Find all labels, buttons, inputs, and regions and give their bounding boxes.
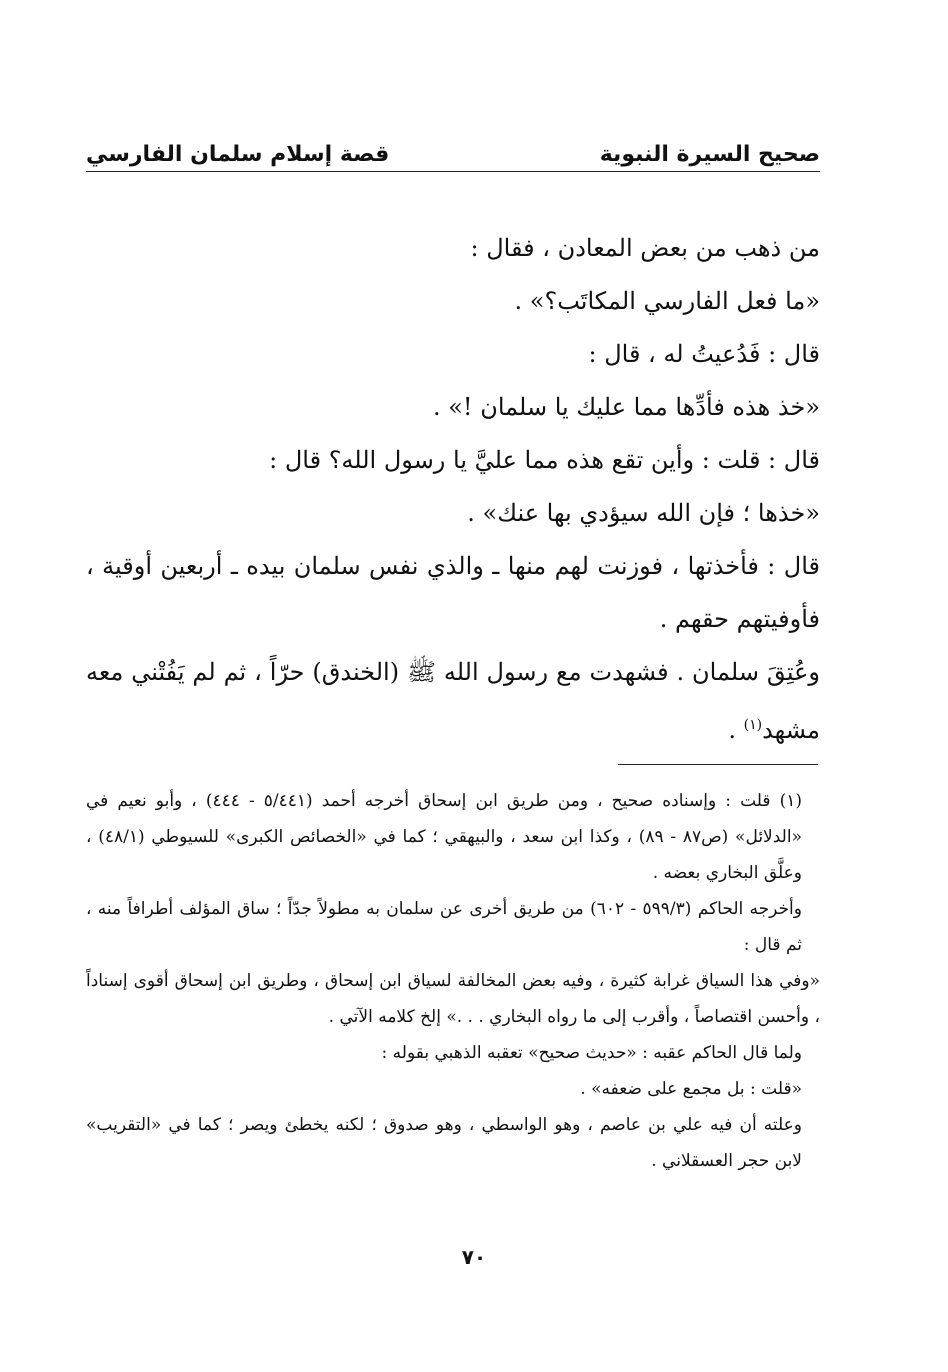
body-text-end: . [728, 716, 744, 744]
footnote-quote: «قلت : بل مجمع على ضعفه» . [580, 1079, 802, 1099]
body-line: من ذهب من بعض المعادن ، فقال : [470, 234, 820, 262]
body-line: «خذ هذه فأدِّها مما عليك يا سلمان !» . [432, 393, 820, 421]
footnote-paragraph: وعلته أن فيه علي بن عاصم ، وهو الواسطي ، وهو صدوق ؛ لكنه يخطئ ويصر ؛ كما في «التقريب» لابن حجر العسقلاني . [86, 1115, 802, 1171]
main-text [86, 222, 820, 757]
footnote-paragraph: وأخرجه الحاكم (٥٩٩/٣ - ٦٠٢) من طريق أخرى عن سلمان به مطولاً جدّاً ؛ ساق المؤلف أطرافاً منه ، ثم قال : [86, 899, 802, 955]
body-line: «خذها ؛ فإن الله سيؤدي بها عنك» . [467, 499, 820, 527]
footnote-ref: (١) [743, 717, 763, 733]
footnote-paragraph: ولما قال الحاكم عقبه : «حديث صحيح» تعقبه الذهبي بقوله : [381, 1043, 802, 1063]
footnote-separator [618, 764, 818, 765]
running-header [86, 132, 820, 172]
body-text: وعُتِقَ سلمان . فشهدت مع رسول الله ﷺ (الخندق) حرّاً ، ثم لم يَفُتْني معه مشهد [86, 658, 820, 744]
body-line: «ما فعل الفارسي المكاتَب؟» . [514, 287, 820, 315]
chapter-title: قصة إسلام سلمان الفارسي [86, 142, 390, 167]
footnote-quote: «وفي هذا السياق غرابة كثيرة ، وفيه بعض المخالفة لسياق ابن إسحاق ، وطريق ابن إسحاق أقوى إسناداً ، وأحسن اقتصاصاً ، وأقرب إلى ما رواه البخاري . . .» إلخ كلامه الآتي . [86, 971, 820, 1027]
body-line: قال : فَدُعيتُ له ، قال : [588, 340, 820, 368]
book-title: صحيح السيرة النبوية [599, 142, 820, 167]
page-number: ٧٠ [461, 1245, 487, 1269]
footnotes [86, 783, 820, 1179]
footnote-paragraph: (١) قلت : وإسناده صحيح ، ومن طريق ابن إسحاق أخرجه أحمد (٥/٤٤١ - ٤٤٤) ، وأبو نعيم في «الدلائل» (ص٨٧ - ٨٩) ، وكذا ابن سعد ، والبيهقي ؛ كما في «الخصائص الكبرى» للسيوطي (٤٨/١) ، وعلَّق البخاري بعضه . [86, 791, 802, 883]
body-paragraph [86, 646, 820, 757]
body-paragraph: قال : فأخذتها ، فوزنت لهم منها ـ والذي نفس سلمان بيده ـ أربعين أوقية ، فأوفيتهم حقهم . [86, 552, 821, 633]
body-line: قال : قلت : وأين تقع هذه مما عليَّ يا رسول الله؟ قال : [269, 446, 820, 474]
